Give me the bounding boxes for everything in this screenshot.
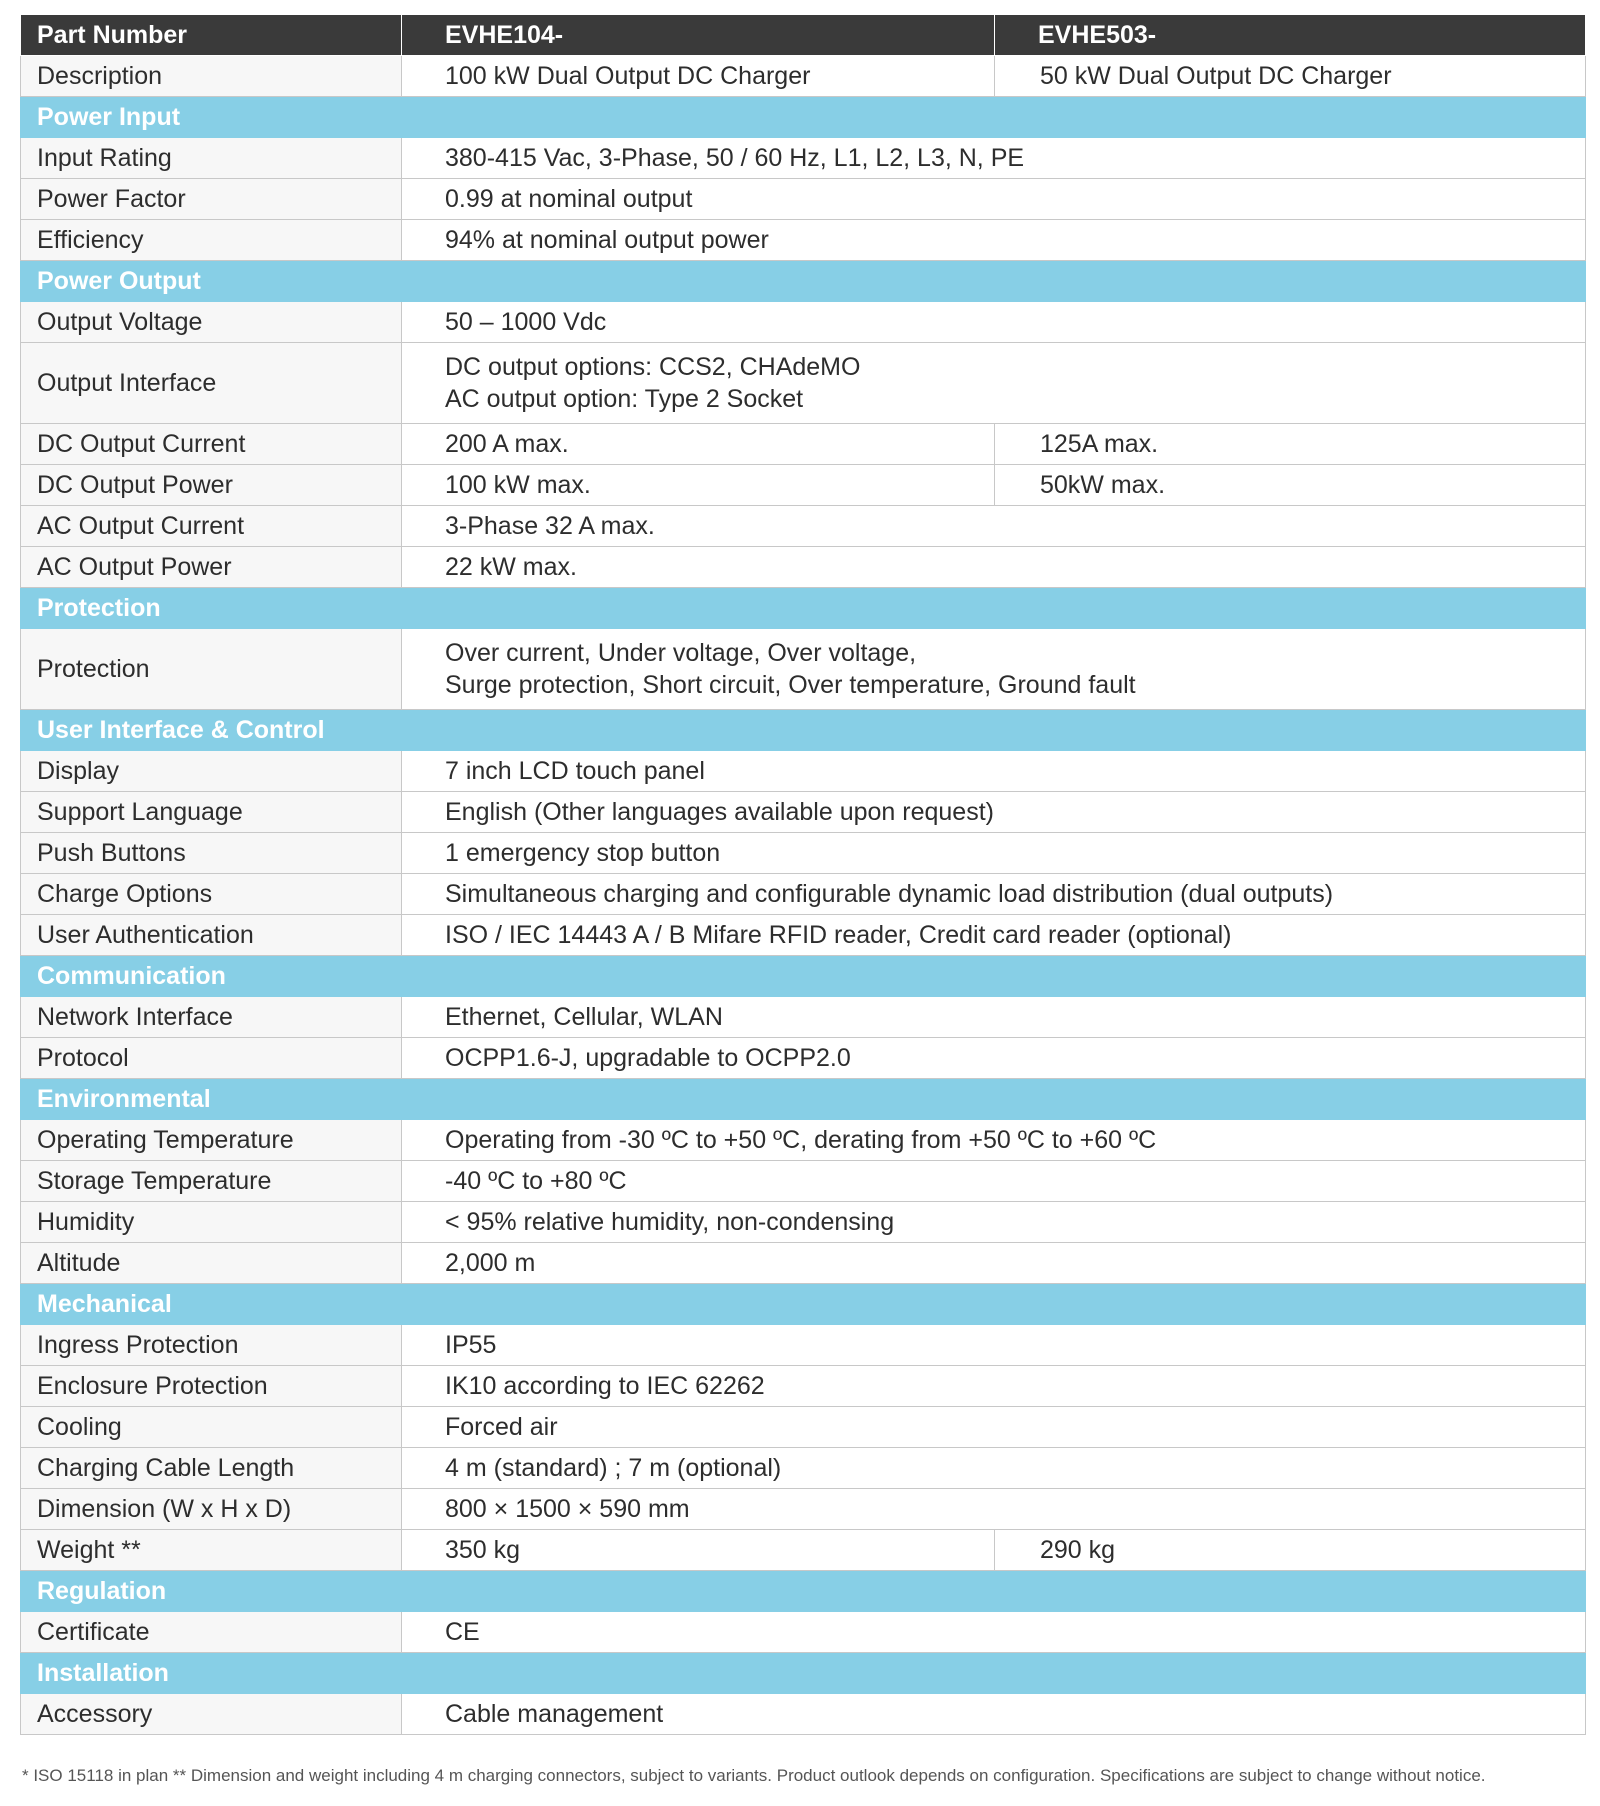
table-row — [21, 1489, 1586, 1530]
row-value-line-2: AC output option: Type 2 Socket — [445, 385, 804, 413]
row-value: Ethernet, Cellular, WLAN — [402, 997, 1586, 1038]
row-value: 4 m (standard) ; 7 m (optional) — [402, 1448, 1586, 1489]
table-row — [21, 915, 1586, 956]
row-value-line-2: Surge protection, Short circuit, Over temperature, Ground fault — [445, 671, 1136, 699]
row-value: -40 ºC to +80 ºC — [402, 1161, 1586, 1202]
row-label: Protection — [21, 629, 402, 710]
table-row — [21, 997, 1586, 1038]
row-label: Dimension (W x H x D) — [21, 1489, 402, 1530]
table-row — [21, 1530, 1586, 1571]
header-part-number: Part Number — [21, 15, 402, 56]
row-label: Efficiency — [21, 220, 402, 261]
row-label: Network Interface — [21, 997, 402, 1038]
header-model-2: EVHE503- — [995, 15, 1586, 56]
section-title: Mechanical — [21, 1284, 1586, 1325]
table-row — [21, 1694, 1586, 1735]
section-header — [21, 1653, 1586, 1694]
row-value: Cable management — [402, 1694, 1586, 1735]
table-row — [21, 833, 1586, 874]
row-value: 22 kW max. — [402, 547, 1586, 588]
row-value-model-2: 50kW max. — [995, 465, 1586, 506]
row-label: Enclosure Protection — [21, 1366, 402, 1407]
row-value: OCPP1.6-J, upgradable to OCPP2.0 — [402, 1038, 1586, 1079]
section-title: Power Input — [21, 97, 1586, 138]
table-row — [21, 629, 1586, 710]
row-value-model-1: 350 kg — [402, 1530, 995, 1571]
row-value: 94% at nominal output power — [402, 220, 1586, 261]
row-value-model-1: 100 kW max. — [402, 465, 995, 506]
row-value-model-2: 50 kW Dual Output DC Charger — [995, 56, 1586, 97]
table-row — [21, 874, 1586, 915]
row-value-model-1: 200 A max. — [402, 424, 995, 465]
table-row — [21, 1038, 1586, 1079]
row-value: 2,000 m — [402, 1243, 1586, 1284]
row-label: Weight ** — [21, 1530, 402, 1571]
table-row — [21, 1120, 1586, 1161]
section-title: Power Output — [21, 261, 1586, 302]
table-row — [21, 792, 1586, 833]
row-value: 380-415 Vac, 3-Phase, 50 / 60 Hz, L1, L2, L3, N, PE — [402, 138, 1586, 179]
table-row — [21, 56, 1586, 97]
row-value: 50 – 1000 Vdc — [402, 302, 1586, 343]
row-value: IP55 — [402, 1325, 1586, 1366]
header-model-1: EVHE104- — [402, 15, 995, 56]
section-header — [21, 956, 1586, 997]
row-label: Cooling — [21, 1407, 402, 1448]
section-header — [21, 1079, 1586, 1120]
table-row — [21, 1325, 1586, 1366]
table-row — [21, 751, 1586, 792]
row-label: Output Interface — [21, 343, 402, 424]
row-value — [402, 343, 1586, 424]
table-row — [21, 1243, 1586, 1284]
table-row — [21, 138, 1586, 179]
row-value — [402, 629, 1586, 710]
row-label: User Authentication — [21, 915, 402, 956]
row-label: Storage Temperature — [21, 1161, 402, 1202]
table-row — [21, 1202, 1586, 1243]
row-value: 3-Phase 32 A max. — [402, 506, 1586, 547]
row-label: AC Output Current — [21, 506, 402, 547]
row-value-line-1: DC output options: CCS2, CHAdeMO — [445, 352, 861, 381]
row-value-line-1: Over current, Under voltage, Over voltage, — [445, 638, 917, 667]
section-header — [21, 1284, 1586, 1325]
row-label: Description — [21, 56, 402, 97]
table-row — [21, 1612, 1586, 1653]
table-row — [21, 1161, 1586, 1202]
section-header — [21, 261, 1586, 302]
table-row — [21, 302, 1586, 343]
row-label: DC Output Current — [21, 424, 402, 465]
row-value: 7 inch LCD touch panel — [402, 751, 1586, 792]
section-title: Installation — [21, 1653, 1586, 1694]
table-row — [21, 1407, 1586, 1448]
row-value: 800 × 1500 × 590 mm — [402, 1489, 1586, 1530]
table-row — [21, 1366, 1586, 1407]
row-value-model-2: 125A max. — [995, 424, 1586, 465]
row-value: Simultaneous charging and configurable dynamic load distribution (dual outputs) — [402, 874, 1586, 915]
row-label: Power Factor — [21, 179, 402, 220]
table-row — [21, 424, 1586, 465]
row-label: AC Output Power — [21, 547, 402, 588]
section-header — [21, 97, 1586, 138]
table-row — [21, 220, 1586, 261]
row-label: Input Rating — [21, 138, 402, 179]
row-value: CE — [402, 1612, 1586, 1653]
table-row — [21, 465, 1586, 506]
row-label: Charge Options — [21, 874, 402, 915]
row-label: Display — [21, 751, 402, 792]
footnote: * ISO 15118 in plan ** Dimension and weight including 4 m charging connectors, subject to variants. Product outlook depends on configuration. Specifications are subject to change without notice. — [22, 1766, 1486, 1785]
row-label: Humidity — [21, 1202, 402, 1243]
section-title: User Interface & Control — [21, 710, 1586, 751]
row-label: DC Output Power — [21, 465, 402, 506]
section-header — [21, 710, 1586, 751]
section-title: Environmental — [21, 1079, 1586, 1120]
section-title: Regulation — [21, 1571, 1586, 1612]
row-value-model-2: 290 kg — [995, 1530, 1586, 1571]
table-row — [21, 1448, 1586, 1489]
row-label: Output Voltage — [21, 302, 402, 343]
row-label: Support Language — [21, 792, 402, 833]
row-value: Forced air — [402, 1407, 1586, 1448]
section-title: Protection — [21, 588, 1586, 629]
table-row — [21, 343, 1586, 424]
row-label: Accessory — [21, 1694, 402, 1735]
row-label: Push Buttons — [21, 833, 402, 874]
row-label: Certificate — [21, 1612, 402, 1653]
row-value: 1 emergency stop button — [402, 833, 1586, 874]
section-header — [21, 1571, 1586, 1612]
row-value: English (Other languages available upon request) — [402, 792, 1586, 833]
spec-table — [20, 14, 1586, 1735]
row-value: 0.99 at nominal output — [402, 179, 1586, 220]
section-title: Communication — [21, 956, 1586, 997]
row-label: Charging Cable Length — [21, 1448, 402, 1489]
row-label: Operating Temperature — [21, 1120, 402, 1161]
row-value: < 95% relative humidity, non-condensing — [402, 1202, 1586, 1243]
row-value: ISO / IEC 14443 A / B Mifare RFID reader, Credit card reader (optional) — [402, 915, 1586, 956]
section-header — [21, 588, 1586, 629]
row-label: Altitude — [21, 1243, 402, 1284]
table-row — [21, 506, 1586, 547]
row-label: Ingress Protection — [21, 1325, 402, 1366]
table-row — [21, 547, 1586, 588]
row-label: Protocol — [21, 1038, 402, 1079]
table-header-row — [21, 15, 1586, 56]
table-row — [21, 179, 1586, 220]
row-value: Operating from -30 ºC to +50 ºC, derating from +50 ºC to +60 ºC — [402, 1120, 1586, 1161]
row-value-model-1: 100 kW Dual Output DC Charger — [402, 56, 995, 97]
row-value: IK10 according to IEC 62262 — [402, 1366, 1586, 1407]
